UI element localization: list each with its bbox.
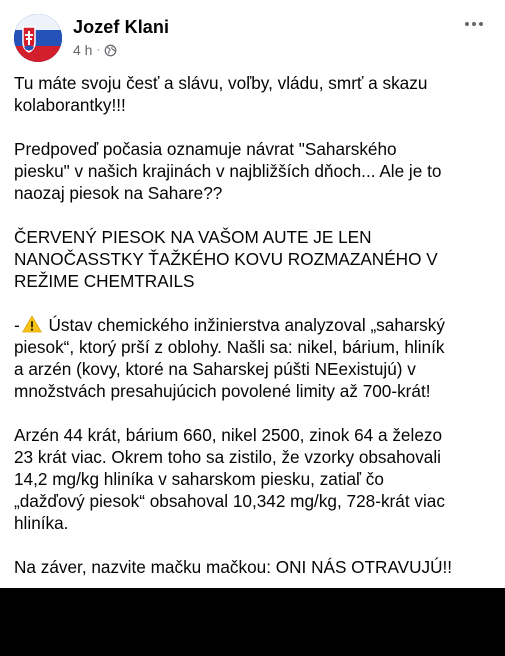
post-paragraph-warning (14, 314, 494, 402)
post-paragraph: Tu máte svoju česť a slávu, voľby, vládu, smrť a skazu kolaborantky!!! (14, 73, 428, 115)
globe-icon[interactable] (104, 44, 117, 57)
author-name[interactable]: Jozef Klani (73, 17, 170, 37)
warning-prefix: - (14, 315, 20, 335)
post-paragraph: Na záver, nazvite mačku mačkou: ONI NÁS OTRAVUJÚ!! (14, 557, 453, 577)
warning-text: Ústav chemického inžinierstva analyzoval „saharský piesok“, ktorý prší z oblohy. Našli sa: nikel, bárium, hliník a arzén (kovy, ktoré na Saharskej púšti NEexistujú) v množstvách presahujúcich povolené limity až 700-krát! (14, 315, 445, 401)
post-header (0, 0, 505, 70)
meta-separator: · (96, 44, 101, 56)
post-paragraph: Arzén 44 krát, bárium 660, nikel 2500, zinok 64 a železo 23 krát viac. Okrem toho sa zistilo, že vzorky obsahovali 14,2 mg/kg hliníka v saharskom piesku, zatiaľ čo „dažďový piesok“ obsahoval 10,342 mg/kg, 728-krát viac hliníka. (14, 425, 445, 533)
post-paragraph: ČERVENÝ PIESOK NA VAŠOM AUTE JE LEN NANOČASSTKY ŤAŽKÉHO KOVU ROZMAZANÉHO V REŽIME CHEMTRAILS (14, 227, 438, 291)
post-paragraph: Predpoveď počasia oznamuje návrat "Saharského piesku" v našich krajinách v najbližších dňoch... Ale je to naozaj piesok na Sahare?? (14, 139, 442, 203)
avatar[interactable] (14, 14, 62, 62)
post-meta (73, 42, 117, 58)
more-options-button[interactable] (459, 10, 489, 38)
post-time[interactable]: 4 h (73, 42, 93, 58)
warning-icon (22, 315, 42, 333)
more-horizontal-icon (465, 22, 469, 26)
avatar-image (14, 14, 62, 62)
post-text (14, 72, 494, 588)
